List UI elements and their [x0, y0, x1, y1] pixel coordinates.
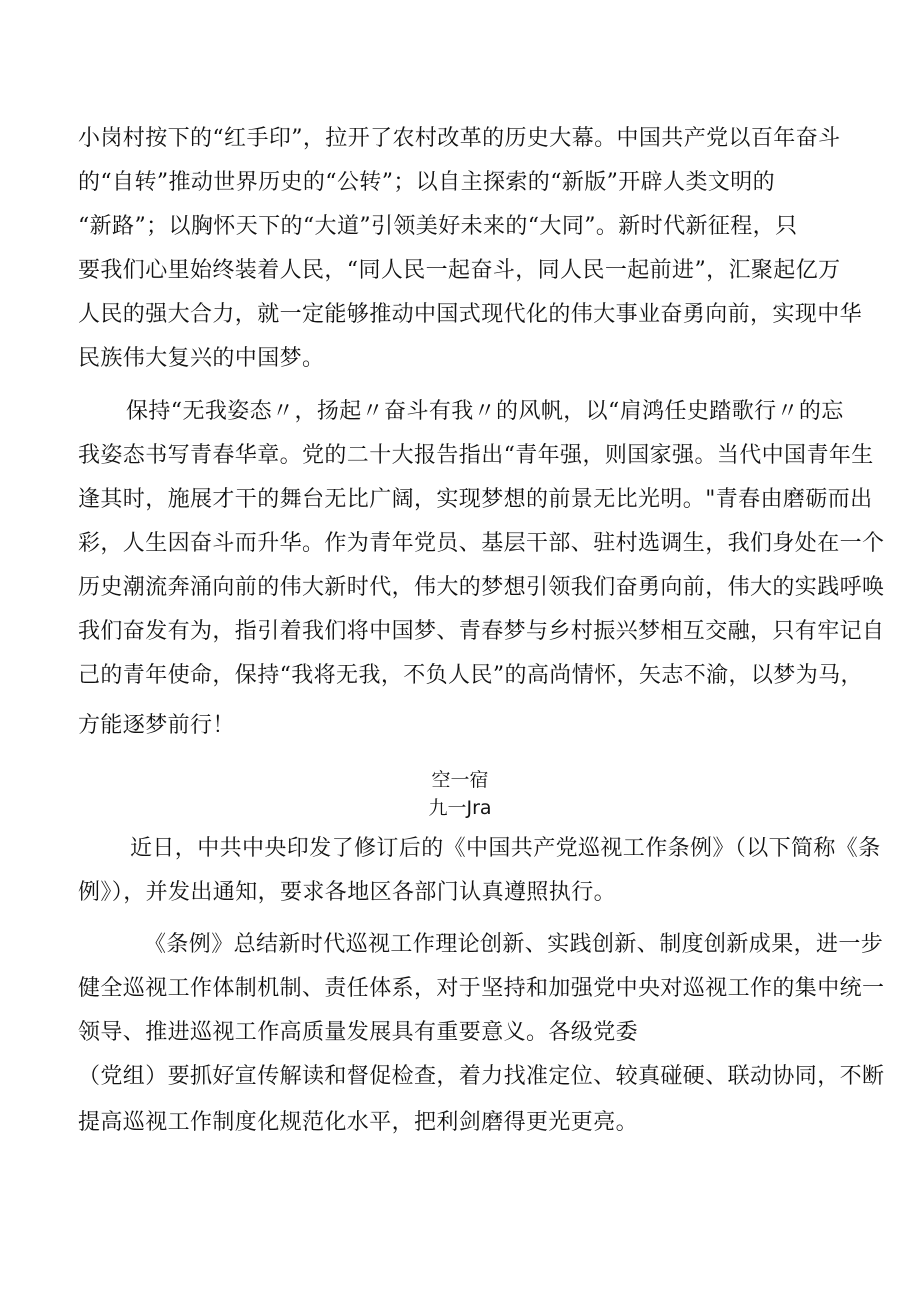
paragraph-1-line-4: 要我们心里始终装着人民，“同人民一起奋斗，同人民一起前进”，汇聚起亿万 [78, 258, 841, 283]
paragraph-1-line-6: 民族伟大复兴的中国梦。 [78, 346, 325, 371]
paragraph-1-line-3: “新路”；以胸怀天下的“大道”引领美好未来的“大同”。新时代新征程，只 [78, 214, 798, 239]
paragraph-4-line-1: 《条例》总结新时代巡视工作理论创新、实践创新、制度创新成果，进一步 [144, 932, 884, 957]
paragraph-1-line-2: 的“自转”推动世界历史的“公转”；以自主探索的“新版”开辟人类文明的 [78, 170, 776, 195]
paragraph-3-line-1: 近日，中共中央印发了修订后的《中国共产党巡视工作条例》（以下简称《条 [130, 836, 881, 861]
paragraph-2-line-7: 己的青年使命，保持“我将无我，不负人民”的高尚情怀，矢志不渝，以梦为马， [78, 663, 863, 688]
paragraph-4-line-3: 领导、推进巡视工作高质量发展具有重要意义。各级党委 [78, 1020, 639, 1045]
paragraph-3-line-2: 例》），并发出通知，要求各地区各部门认真遵照执行。 [78, 880, 617, 905]
paragraph-4-line-2: 健全巡视工作体制机制、责任体系，对于坚持和加强党中央对巡视工作的集中统一 [78, 976, 885, 1001]
section-subheading: 九一Jra [428, 797, 492, 819]
paragraph-2-line-2: 我姿态书写青春华章。党的二十大报告指出“青年强，则国家强。当代中国青年生 [78, 443, 874, 468]
paragraph-2-line-1: 保持“无我姿态〃，扬起〃奋斗有我〃的风帆，以“肩鸿任史踏歌行〃的忘 [126, 399, 844, 424]
paragraph-2-line-3: 逢其时，施展才干的舞台无比广阔，实现梦想的前景无比光明。"青春由磨砺而出 [78, 487, 873, 512]
paragraph-4-line-5: 提高巡视工作制度化规范化水平，把利剑磨得更光更亮。 [78, 1110, 639, 1135]
paragraph-2-line-4: 彩，人生因奋斗而升华。作为青年党员、基层干部、驻村选调生，我们身处在一个 [78, 531, 885, 556]
paragraph-2-line-5: 历史潮流奔涌向前的伟大新时代，伟大的梦想引领我们奋勇向前，伟大的实践呼唤 [78, 575, 885, 600]
paragraph-2-line-8: 方能逐梦前行！ [78, 713, 235, 738]
paragraph-2-line-6: 我们奋发有为，指引着我们将中国梦、青春梦与乡村振兴梦相互交融，只有牢记自 [78, 619, 885, 644]
paragraph-4-line-4: （党组）要抓好宣传解读和督促检查，着力找准定位、较真碰硬、联动协同，不断 [78, 1064, 885, 1089]
paragraph-1-line-5: 人民的强大合力，就一定能够推动中国式现代化的伟大事业奋勇向前，实现中华 [78, 302, 863, 327]
section-heading: 空一宿 [431, 769, 489, 791]
paragraph-1-line-1: 小岗村按下的“红手印”，拉开了农村改革的历史大幕。中国共产党以百年奋斗 [78, 126, 841, 151]
